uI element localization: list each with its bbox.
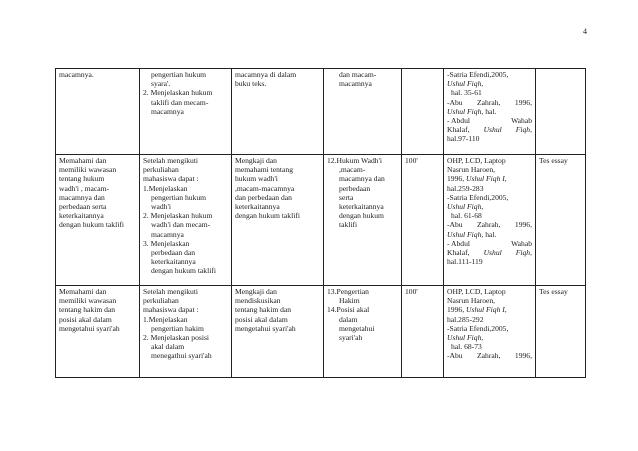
syllabus-table (55, 68, 586, 378)
references-cell: OHP, LCD, Laptop Nasrun Haroen, 1996, Ushul Fiqh I, hal.285-292 -Satria Efendi,2005, Ushul Fiqh, hal. 68-73 -Abu Zahrah, 1996, (444, 286, 536, 378)
references-cell: -Satria Efendi,2005, Ushul Fiqh, hal. 35-61 -Abu Zahrah, 1996, Ushul Fiqh, hal. - Abdul Wahab Khalaf, Ushul Fiqh, hal.97-110 (444, 69, 536, 155)
competency-cell: Memahami dan memiliki wawasan tentang hukum wadh'i , macam- macamnya dan perbedaan serta keterkaitannya dengan hukum taklifi (56, 155, 140, 286)
competency-cell: macamnya. (56, 69, 140, 155)
time-cell: 100' (402, 286, 444, 378)
table-row (56, 286, 586, 378)
learning-experience-cell: pengertian hukum syara'. 2. Menjelaskan hukum taklifi dan mecam- macamnya (140, 69, 232, 155)
table-row (56, 69, 586, 155)
page-number: 4 (583, 27, 587, 36)
references-cell: OHP, LCD, Laptop Nasrun Haroen, 1996, Ushul Fiqh I, hal.259-283 -Satria Efendi,2005, Ushul Fiqh, hal. 61-68 -Abu Zahrah, 1996, Ushul Fiqh, hal. - Abdul Wahab Khalaf, Ushul Fiqh, hal.111-119 (444, 155, 536, 286)
material-cell: dan macam- macamnya (324, 69, 402, 155)
assessment-cell: Tes essay (536, 286, 586, 378)
assessment-cell: Tes essay (536, 155, 586, 286)
time-cell (402, 69, 444, 155)
learning-experience-cell: Setelah mengikuti perkuliahan mahasiswa dapat : 1.Menjelaskan pengertian hukum wadh'i 2. Menjelaskan hukum wadh'i dan mecam- macamnya 3. Menjelaskan perbedaan dan keterkaitannya dengan hukum taklifi (140, 155, 232, 286)
time-cell: 100' (402, 155, 444, 286)
assessment-cell (536, 69, 586, 155)
competency-cell: Memahami dan memiliki wawasan tentang hakim dan posisi akal dalam mengetahui syari'ah (56, 286, 140, 378)
activities-cell: Mengkaji dan mendiskusikan tentang hakim dan posisi akal dalam mengetahui syari'ah (232, 286, 324, 378)
activities-cell: Mengkaji dan memahami tentang hukum wadh'i ,macam-macamnya dan perbedaan dan keterkaitannya dengan hukum taklifi (232, 155, 324, 286)
material-cell: 12.Hukum Wadh'i ,macam- macamnya dan perbedaan serta keterkaitannya dengan hukum taklifi (324, 155, 402, 286)
activities-cell: macamnya di dalam buku teks. (232, 69, 324, 155)
table-row (56, 155, 586, 286)
learning-experience-cell: Setelah mengikuti perkuliahan mahasiswa dapat : 1.Menjelaskan pengertian hakim 2. Menjelaskan posisi akal dalam menegathui syari'ah (140, 286, 232, 378)
material-cell: 13.Pengertian Hakim 14.Posisi akal dalam mengetahui syari'ah (324, 286, 402, 378)
